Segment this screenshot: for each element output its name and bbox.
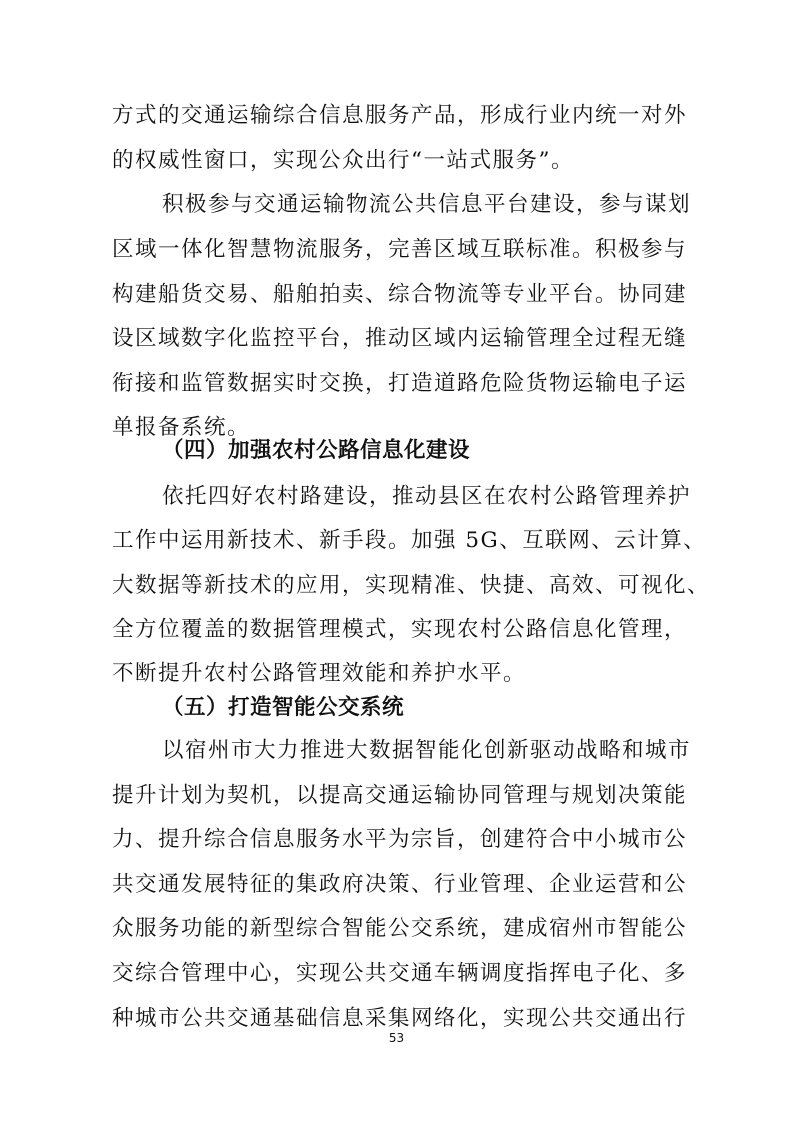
paragraph-line: 方式的交通运输综合信息服务产品，形成行业内统一对外 — [112, 103, 688, 128]
paragraph-line: 力、提升综合信息服务水平为宗旨，创建符合中小城市公 — [112, 827, 688, 852]
paragraph-line: 积极参与交通运输物流公共信息平台建设，参与谋划 — [162, 192, 692, 217]
section-heading-4: （四）加强农村公路信息化建设 — [162, 438, 471, 463]
paragraph-line: 依托四好农村路建设，推动县区在农村公路管理养护 — [162, 484, 692, 509]
paragraph-line: 种城市公共交通基础信息采集网络化，实现公共交通出行 — [112, 1006, 688, 1031]
paragraph-line: 交综合管理中心，实现公共交通车辆调度指挥电子化、多 — [112, 961, 688, 986]
paragraph-line: 设区域数字化监控平台，推动区域内运输管理全过程无缝 — [112, 326, 688, 351]
paragraph-line: 全方位覆盖的数据管理模式，实现农村公路信息化管理， — [112, 617, 688, 642]
paragraph-line: 共交通发展特征的集政府决策、行业管理、企业运营和公 — [112, 872, 688, 897]
paragraph-line: 众服务功能的新型综合智能公交系统，建成宿州市智能公 — [112, 916, 688, 941]
section-heading-5: （五）打造智能公交系统 — [162, 695, 405, 720]
paragraph-line: 工作中运用新技术、新手段。加强 5G、互联网、云计算、 — [112, 528, 707, 553]
paragraph-line: 衔接和监管数据实时交换，打造道路危险货物运输电子运 — [112, 371, 688, 396]
paragraph-line: 以宿州市大力推进大数据智能化创新驱动战略和城市 — [162, 738, 692, 763]
paragraph-line: 大数据等新技术的应用，实现精准、快捷、高效、可视化、 — [112, 573, 711, 598]
paragraph-line: 的权威性窗口，实现公众出行“一站式服务”。 — [112, 148, 574, 173]
paragraph-line: 提升计划为契机，以提高交通运输协同管理与规划决策能 — [112, 783, 688, 808]
paragraph-line: 构建船货交易、船舶拍卖、综合物流等专业平台。协同建 — [112, 282, 688, 307]
page-number: 53 — [388, 1031, 405, 1045]
paragraph-line: 单报备系统。 — [112, 415, 251, 440]
paragraph-line: 不断提升农村公路管理效能和养护水平。 — [112, 661, 527, 686]
paragraph-line: 区域一体化智慧物流服务，完善区域互联标准。积极参与 — [112, 237, 688, 262]
